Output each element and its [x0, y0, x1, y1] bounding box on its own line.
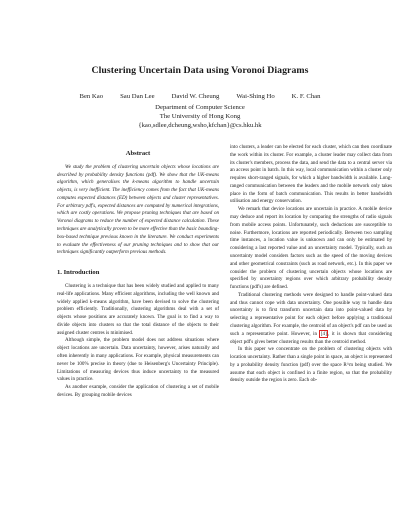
abstract-heading: Abstract — [125, 150, 151, 157]
citation-link[interactable]: [4] — [320, 330, 327, 337]
body-paragraph: We remark that device locations are uncertain in practice. A mobile device may deduce and report its location by comparing the strengths of radio signals from mobile access points. Unfortunately, such deductions are susceptible to noise. Furthermore, locations are reported periodically. Between two sampling time instances, a location value is unknown and can only be estimated by considering a last reported value and an uncertainty model. Typically, such an uncertainty model considers factors such as the speed of the moving devices and other geometrical constraints (such as road network, etc.). In this paper we consider the problem of clustering uncertain objects whose locations are specified by uncertainty regions over which arbitrary probability density functions (pdf's) are defined. — [230, 206, 392, 291]
body-paragraph: In this paper we concentrate on the problem of clustering objects with location uncertainty. Rather than a single point in space, an object is represented by a probability density function (pdf) over the space R^m being studied. We assume that each object is confined in a finite region, so that the probability density outside the region is zero. Each ob- — [230, 346, 392, 384]
body-paragraph: Clustering is a technique that has been widely studied and applied to many real-life applications. Many efficient algorithms, including the well known and widely applied k-means algorithm, have been devised to solve the clustering problem efficiently. Traditionally, clustering algorithms deal with a set of objects whose positions are accurately known. The goal is to find a way to divide objects into clusters so that the total distance of the objects to their assigned cluster centres is minimised. — [57, 282, 219, 336]
author-name: Ben Kao — [79, 93, 104, 100]
author-name: Sau Dan Lee — [120, 93, 155, 100]
body-paragraph: As another example, consider the application of clustering a set of mobile devices. By grouping mobile devices — [57, 384, 219, 398]
author-name: Wai-Shing Ho — [236, 93, 275, 100]
right-column — [230, 144, 392, 385]
body-paragraph: into clusters, a leader can be elected for each cluster, which can then coordinate the work within its cluster. For example, a cluster leader may collect data from its cluster's members, process the data, and send the data to a central server via an access point in batch. In this way, local communication within a cluster only requires short-ranged signals, for which a higher bandwidth is available. Long-ranged communication between the leaders and the mobile network only takes place in the form of batch communication. This results in better bandwidth utilisation and energy conservation. — [230, 144, 392, 205]
author-name: K. F. Chan — [291, 93, 321, 100]
section-heading: 1. Introduction — [57, 269, 100, 277]
affiliation-dept: Department of Computer Science — [155, 104, 245, 111]
left-column — [57, 150, 219, 400]
body-text: Traditional clustering methods were designed to handle point-valued data and thus cannot cope with data uncertainty. One possible way to handle data uncertainty is to first transform uncertain data into point-valued data by selecting a representative point for each object before applying a traditional clustering algorithm. For example, the centroid of an object's pdf can be used as such a representative point. However, in — [230, 291, 392, 337]
affiliation-university: The University of Hong Kong — [159, 113, 241, 120]
body-paragraph: Traditional clustering methods were designed to handle point-valued data and thus cannot cope with data uncertainty. One possible way to handle data uncertainty is to first transform uncertain data into point-valued data by selecting a representative point for each object before applying a traditional clustering algorithm. For example, the centroid of an object's pdf can be used as such a representative point. However, in [4], it is shown that considering object pdf's gives better clustering results than the centroid method. — [230, 291, 392, 345]
body-text: it is shown that considering object pdf's gives better clustering results than the centroid method. — [230, 330, 392, 345]
body-paragraph: Although simple, the problem model does not address situations where object locations are uncertain. Data uncertainty, however, arises naturally and often inherently in many applications. For example, physical measurements can never be 100% precise in theory (due to Heisenberg's Uncertainty Principle). Limitations of measuring devices thus induce uncertainty to the measured values in practice. — [57, 337, 219, 383]
author-name: David W. Cheung — [171, 93, 220, 100]
affiliation-email: {kao,sdlee,dcheung,wsho,kfchan}@cs.hku.hk — [138, 122, 262, 129]
paper-title: Clustering Uncertain Data using Voronoi Diagrams — [91, 65, 309, 76]
abstract-text: We study the problem of clustering uncertain objects whose locations are described by probability density functions (pdf). We show that the UK-means algorithm, which generalises the k-means algorithm to handle uncertain objects, is very inefficient. The inefficiency comes from the fact that UK-means computes expected distances (ED) between objects and cluster representatives. For arbitrary pdf's, expected distances are computed by numerical integrations, which are costly operations. We propose pruning techniques that are based on Voronoi diagrams to reduce the number of expected distance calculation. These techniques are analytically proven to be more effective than the basic bounding-box-based technique previous known in the literature. We conduct experiments to evaluate the effectiveness of our pruning techniques and to show that our techniques significantly outperform previous methods. — [57, 163, 219, 256]
author-list — [0, 93, 400, 100]
